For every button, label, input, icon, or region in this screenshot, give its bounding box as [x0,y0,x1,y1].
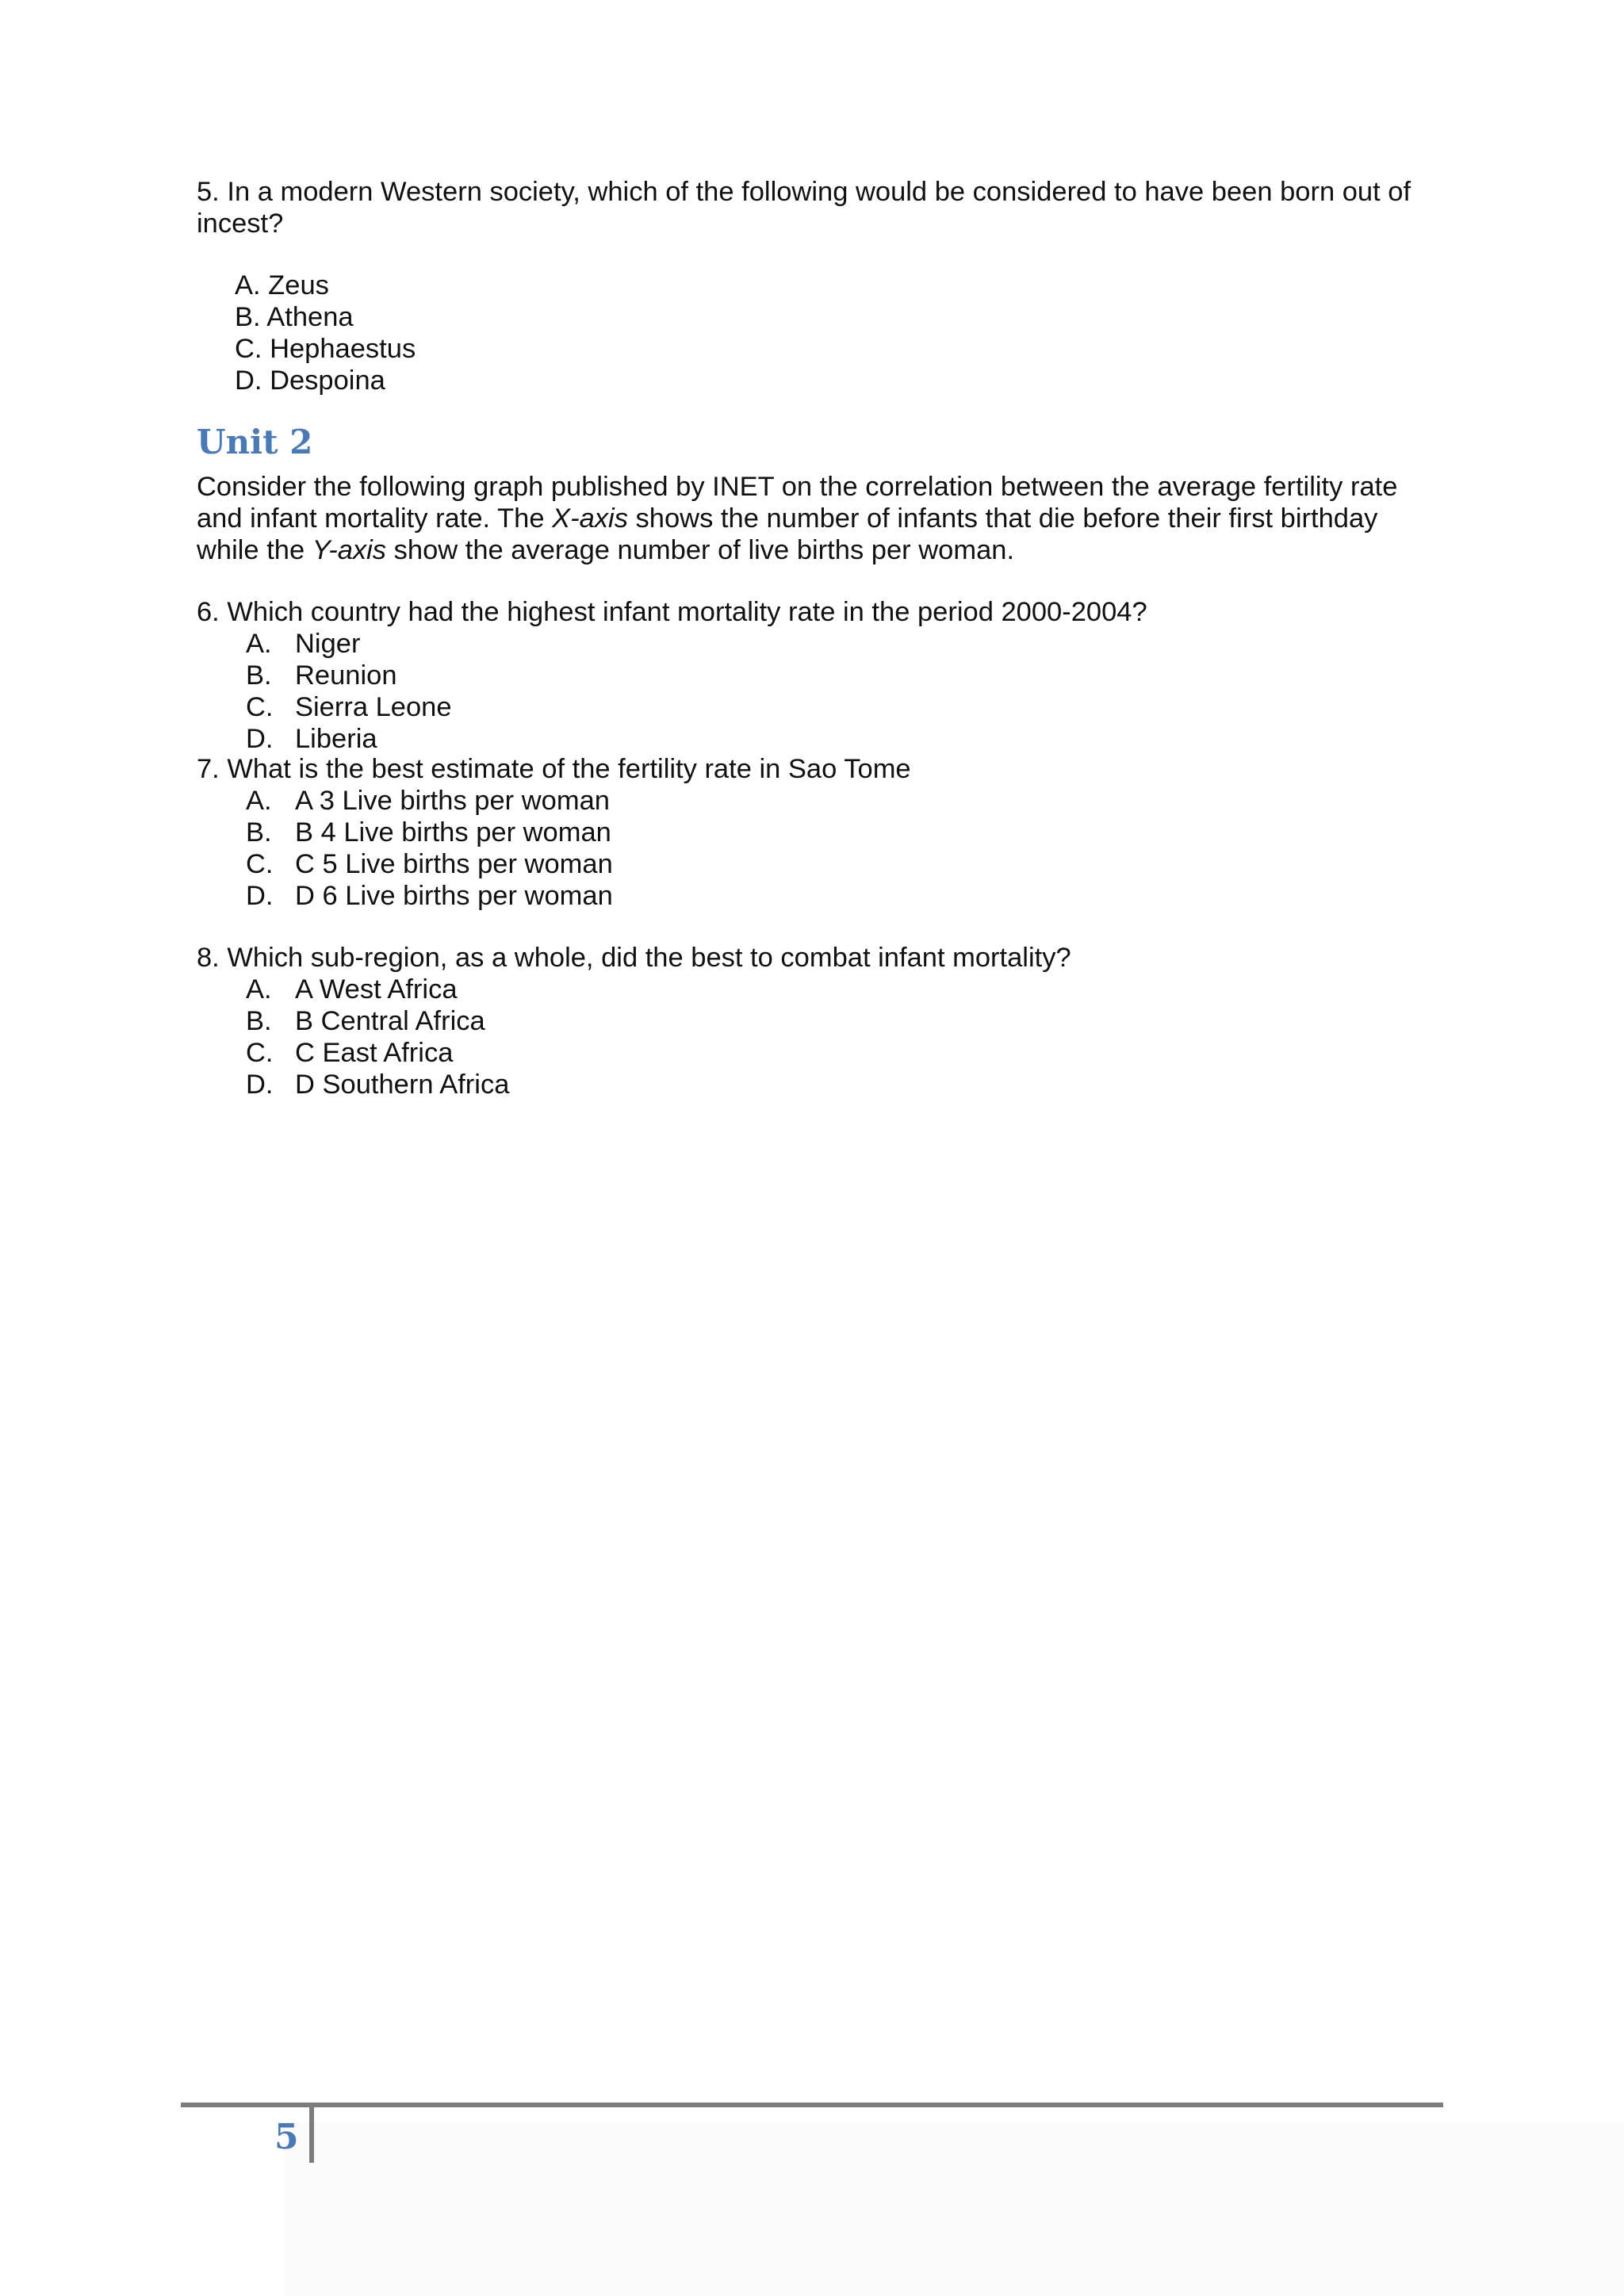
footer-rule [181,2103,1443,2107]
question-5-option-c: C. Hephaestus [235,334,416,364]
question-7-option-b-text: B 4 Live births per woman [295,817,611,848]
question-6-option-d-letter: D. [246,724,274,754]
question-6-stem: 6. Which country had the highest infant mortality rate in the period 2000-2004? [197,597,1147,627]
question-7-option-c-text: C 5 Live births per woman [295,849,613,879]
question-8-option-d-letter: D. [246,1070,274,1100]
question-7-option-d-letter: D. [246,881,274,911]
intro-line-2-post: shows the number of infants that die before their first birthday [627,503,1378,534]
question-8-option-a-letter: A. [246,974,272,1004]
question-7-stem: 7. What is the best estimate of the fertility rate in Sao Tome [197,754,911,784]
question-8-option-c-text: C East Africa [295,1038,454,1068]
question-5-stem-line-1: 5. In a modern Western society, which of the following would be considered to have been born out of [197,177,1411,207]
question-6-option-c-text: Sierra Leone [295,692,452,722]
question-8-option-d-text: D Southern Africa [295,1070,510,1100]
unit-intro-line-2 [197,503,1434,534]
question-6-option-b-text: Reunion [295,660,397,691]
intro-line-3-post: show the average number of live births per woman. [386,535,1015,565]
question-8-option-a-text: A West Africa [295,974,458,1004]
footer-background [282,2122,1624,2296]
footer-divider [309,2106,314,2163]
question-7-option-b-letter: B. [246,817,272,848]
x-axis-term: X-axis [552,503,628,534]
question-5-option-b: B. Athena [235,302,354,332]
question-6-option-c-letter: C. [246,692,274,722]
unit-heading: Unit 2 [197,423,313,461]
page-number: 5 [274,2117,299,2157]
question-5-option-d: D. Despoina [235,365,385,396]
question-5-option-a: A. Zeus [235,270,329,300]
unit-intro-line-1: Consider the following graph published by INET on the correlation between the average fertility rate [197,472,1398,502]
question-8-option-b-text: B Central Africa [295,1006,485,1036]
unit-intro-line-3 [197,534,1434,566]
question-8-stem: 8. Which sub-region, as a whole, did the best to combat infant mortality? [197,943,1071,973]
question-8-option-c-letter: C. [246,1038,274,1068]
question-7-option-a-letter: A. [246,786,272,816]
intro-line-2-pre: and infant mortality rate. The [197,503,553,534]
question-8-option-b-letter: B. [246,1006,272,1036]
question-6-option-d-text: Liberia [295,724,377,754]
question-7-option-a-text: A 3 Live births per woman [295,786,610,816]
question-6-option-b-letter: B. [246,660,272,691]
intro-line-3-pre: while the [197,535,312,565]
question-7-option-c-letter: C. [246,849,274,879]
y-axis-term: Y-axis [312,535,387,565]
question-5-stem-line-2: incest? [197,209,284,239]
question-7-option-d-text: D 6 Live births per woman [295,881,613,911]
question-6-option-a-text: Niger [295,629,361,659]
question-6-option-a-letter: A. [246,629,272,659]
